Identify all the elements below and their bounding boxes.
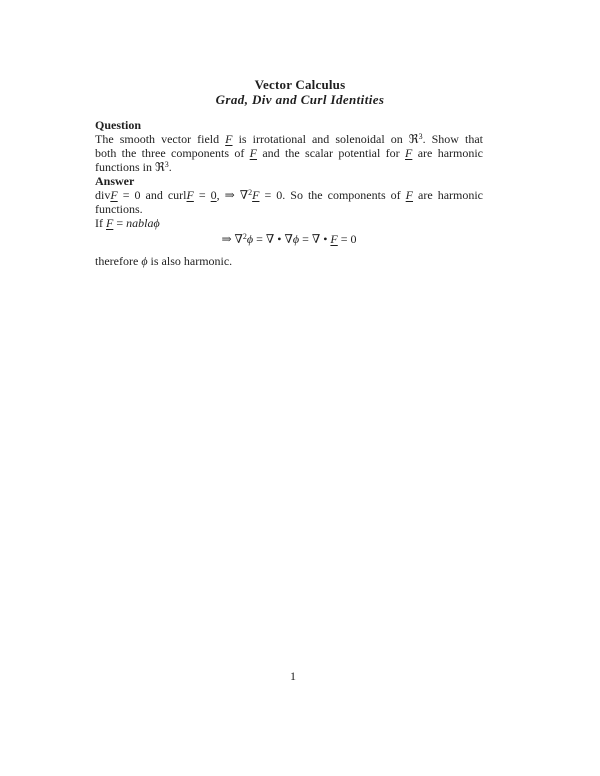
- text-run: ℜ: [155, 160, 165, 174]
- text-run: ϕ: [153, 216, 160, 230]
- answer-paragraph: [95, 188, 483, 216]
- document-header: [0, 77, 600, 107]
- text-run: nabla: [126, 216, 154, 230]
- document-body: [95, 118, 483, 268]
- text-run: is irrotational and solenoidal on: [232, 132, 409, 146]
- text-run: therefore: [95, 254, 142, 268]
- display-equation: [95, 232, 483, 246]
- answer-if-line: [95, 216, 483, 230]
- text-run: div: [95, 188, 111, 202]
- text-run: F: [106, 216, 114, 230]
- text-run: functions.: [95, 202, 143, 216]
- page-number: 1: [290, 669, 296, 683]
- text-run: If: [95, 216, 106, 230]
- text-run: 2: [242, 232, 247, 241]
- text-run: = ∇ • ∇: [253, 232, 293, 246]
- text-run: ϕ: [141, 254, 148, 268]
- text-run: 3: [418, 132, 423, 141]
- paragraph-line: [95, 188, 483, 202]
- text-run: F: [110, 188, 118, 202]
- text-run: F: [252, 188, 260, 202]
- question-paragraph: [95, 132, 483, 174]
- text-run: ⇒ ∇: [221, 232, 243, 246]
- text-run: F: [330, 232, 338, 246]
- text-run: ℜ: [408, 132, 419, 146]
- answer-conclusion: [95, 254, 483, 268]
- paragraph-line: [95, 146, 483, 160]
- text-run: are harmonic: [413, 188, 484, 202]
- document-subtitle: Grad, Div and Curl Identities: [215, 92, 385, 107]
- text-run: F: [405, 188, 414, 202]
- text-run: F: [405, 146, 413, 160]
- text-run: = 0 and curl: [117, 188, 187, 202]
- text-run: both the three components of: [95, 146, 250, 160]
- text-run: are harmonic: [412, 146, 484, 160]
- text-run: F: [225, 132, 233, 146]
- text-run: .: [168, 160, 172, 174]
- text-run: is also harmonic.: [147, 254, 233, 268]
- text-run: = 0: [337, 232, 357, 246]
- page-footer: [95, 669, 491, 683]
- text-run: = 0. So the components of: [259, 188, 406, 202]
- text-run: =: [193, 188, 211, 202]
- paragraph-line: [95, 202, 483, 216]
- text-run: ϕ: [246, 232, 254, 246]
- document-title: Vector Calculus: [254, 77, 346, 92]
- answer-heading: Answer: [95, 174, 135, 188]
- text-run: F: [249, 146, 258, 160]
- text-run: functions in: [95, 160, 155, 174]
- question-heading: Question: [95, 118, 142, 132]
- text-run: 2: [248, 188, 253, 197]
- text-run: and the scalar potential for: [257, 146, 406, 160]
- text-run: , ⇒ ∇: [216, 188, 249, 202]
- text-run: 0: [210, 188, 217, 202]
- text-run: =: [113, 216, 127, 230]
- paragraph-line: [95, 132, 483, 146]
- paragraph-line: [95, 160, 483, 174]
- text-run: . Show that: [422, 132, 483, 146]
- text-run: 3: [164, 160, 169, 169]
- text-run: The smooth vector field: [95, 132, 226, 146]
- text-run: ϕ: [292, 232, 300, 246]
- text-run: = ∇ •: [299, 232, 331, 246]
- text-run: F: [186, 188, 194, 202]
